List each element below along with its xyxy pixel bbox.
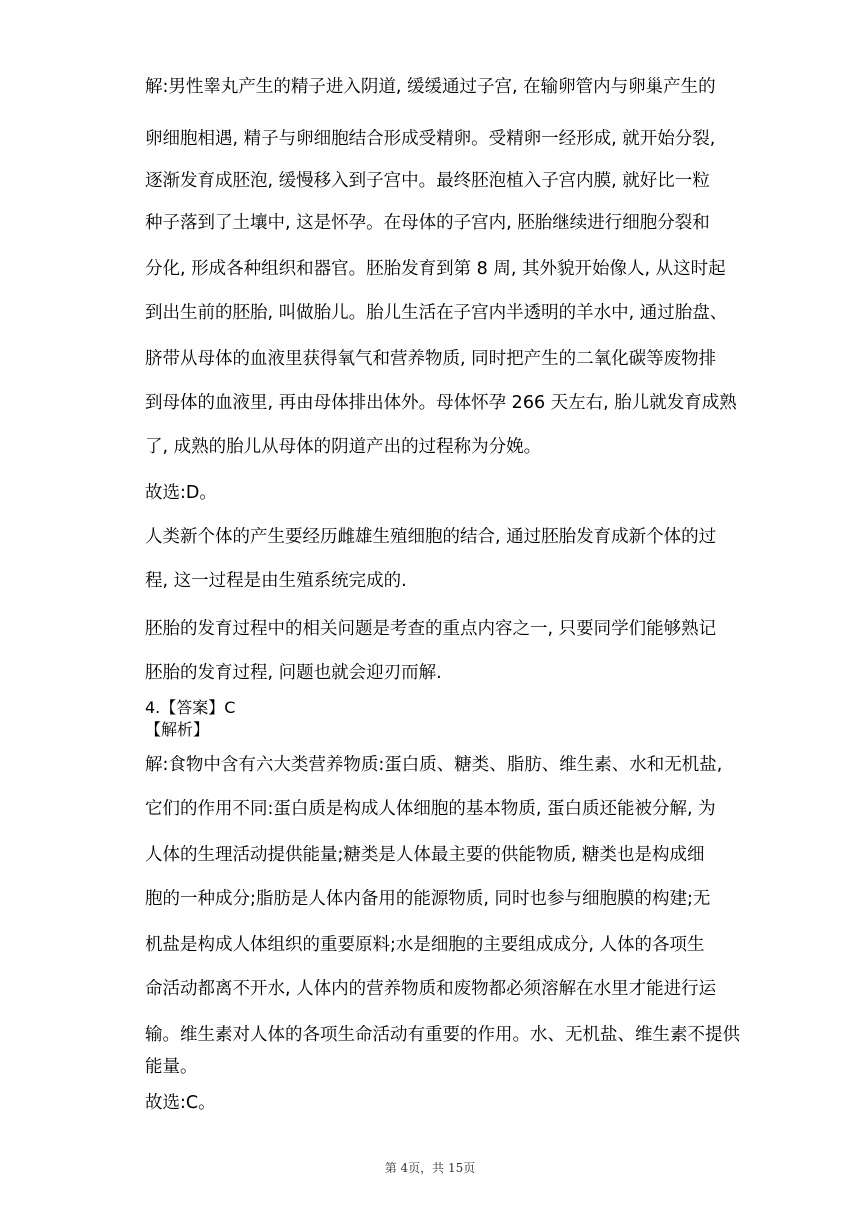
text-line: 解:男性睾丸产生的精子进入阴道, 缓缓通过子宫, 在输卵管内与卵巢产生的: [145, 77, 716, 97]
text-line: 解:食物中含有六大类营养物质:蛋白质、糖类、脂肪、维生素、水和无机盐,: [145, 755, 723, 775]
text-line: 能量。: [145, 1057, 198, 1077]
text-line: 胚胎的发育过程中的相关问题是考查的重点内容之一, 只要同学们能够熟记: [145, 619, 717, 639]
answer-choice: 故选:C。: [145, 1093, 216, 1113]
text-line: 命活动都离不开水, 人体内的营养物质和废物都必须溶解在水里才能进行运: [145, 979, 717, 999]
answer-choice: 故选:D。: [145, 483, 217, 503]
text-line: 胞的一种成分;脂肪是人体内备用的能源物质, 同时也参与细胞膜的构建;无: [145, 889, 711, 909]
text-line: 逐渐发育成胚泡, 缓慢移入到子宫中。最终胚泡植入子宫内膜, 就好比一粒: [145, 171, 710, 191]
text-line: 种子落到了土壤中, 这是怀孕。在母体的子宫内, 胚胎继续进行细胞分裂和: [145, 213, 710, 233]
text-line: 胚胎的发育过程, 问题也就会迎刃而解.: [145, 663, 442, 683]
text-line: 了, 成熟的胎儿从母体的阴道产出的过程称为分娩。: [145, 437, 542, 457]
text-line: 人类新个体的产生要经历雌雄生殖细胞的结合, 通过胚胎发育成新个体的过: [145, 527, 717, 547]
text-line: 到出生前的胚胎, 叫做胎儿。胎儿生活在子宫内半透明的羊水中, 通过胎盘、: [145, 303, 728, 323]
analysis-heading: 【解析】: [145, 720, 210, 739]
text-line: 机盐是构成人体组织的重要原料;水是细胞的主要组成成分, 人体的各项生: [145, 935, 705, 955]
text-line: 脐带从母体的血液里获得氧气和营养物质, 同时把产生的二氧化碳等废物排: [145, 349, 717, 369]
text-line: 卵细胞相遇, 精子与卵细胞结合形成受精卵。受精卵一经形成, 就开始分裂,: [145, 129, 716, 149]
text-line: 输。维生素对人体的各项生命活动有重要的作用。水、无机盐、维生素不提供: [145, 1025, 740, 1045]
text-line: 分化, 形成各种组织和器官。胚胎发育到第 8 周, 其外貌开始像人, 从这时起: [145, 259, 726, 279]
text-line: 它们的作用不同:蛋白质是构成人体细胞的基本物质, 蛋白质还能被分解, 为: [145, 799, 716, 819]
text-line: 人体的生理活动提供能量;糖类是人体最主要的供能物质, 糖类也是构成细: [145, 845, 705, 865]
text-line: 程, 这一过程是由生殖系统完成的.: [145, 571, 407, 591]
text-line: 到母体的血液里, 再由母体排出体外。母体怀孕 266 天左右, 胎儿就发育成熟: [145, 393, 737, 413]
answer-heading: 4.【答案】C: [145, 698, 236, 717]
page-number-footer: 第 4页，共 15页: [384, 1161, 476, 1175]
